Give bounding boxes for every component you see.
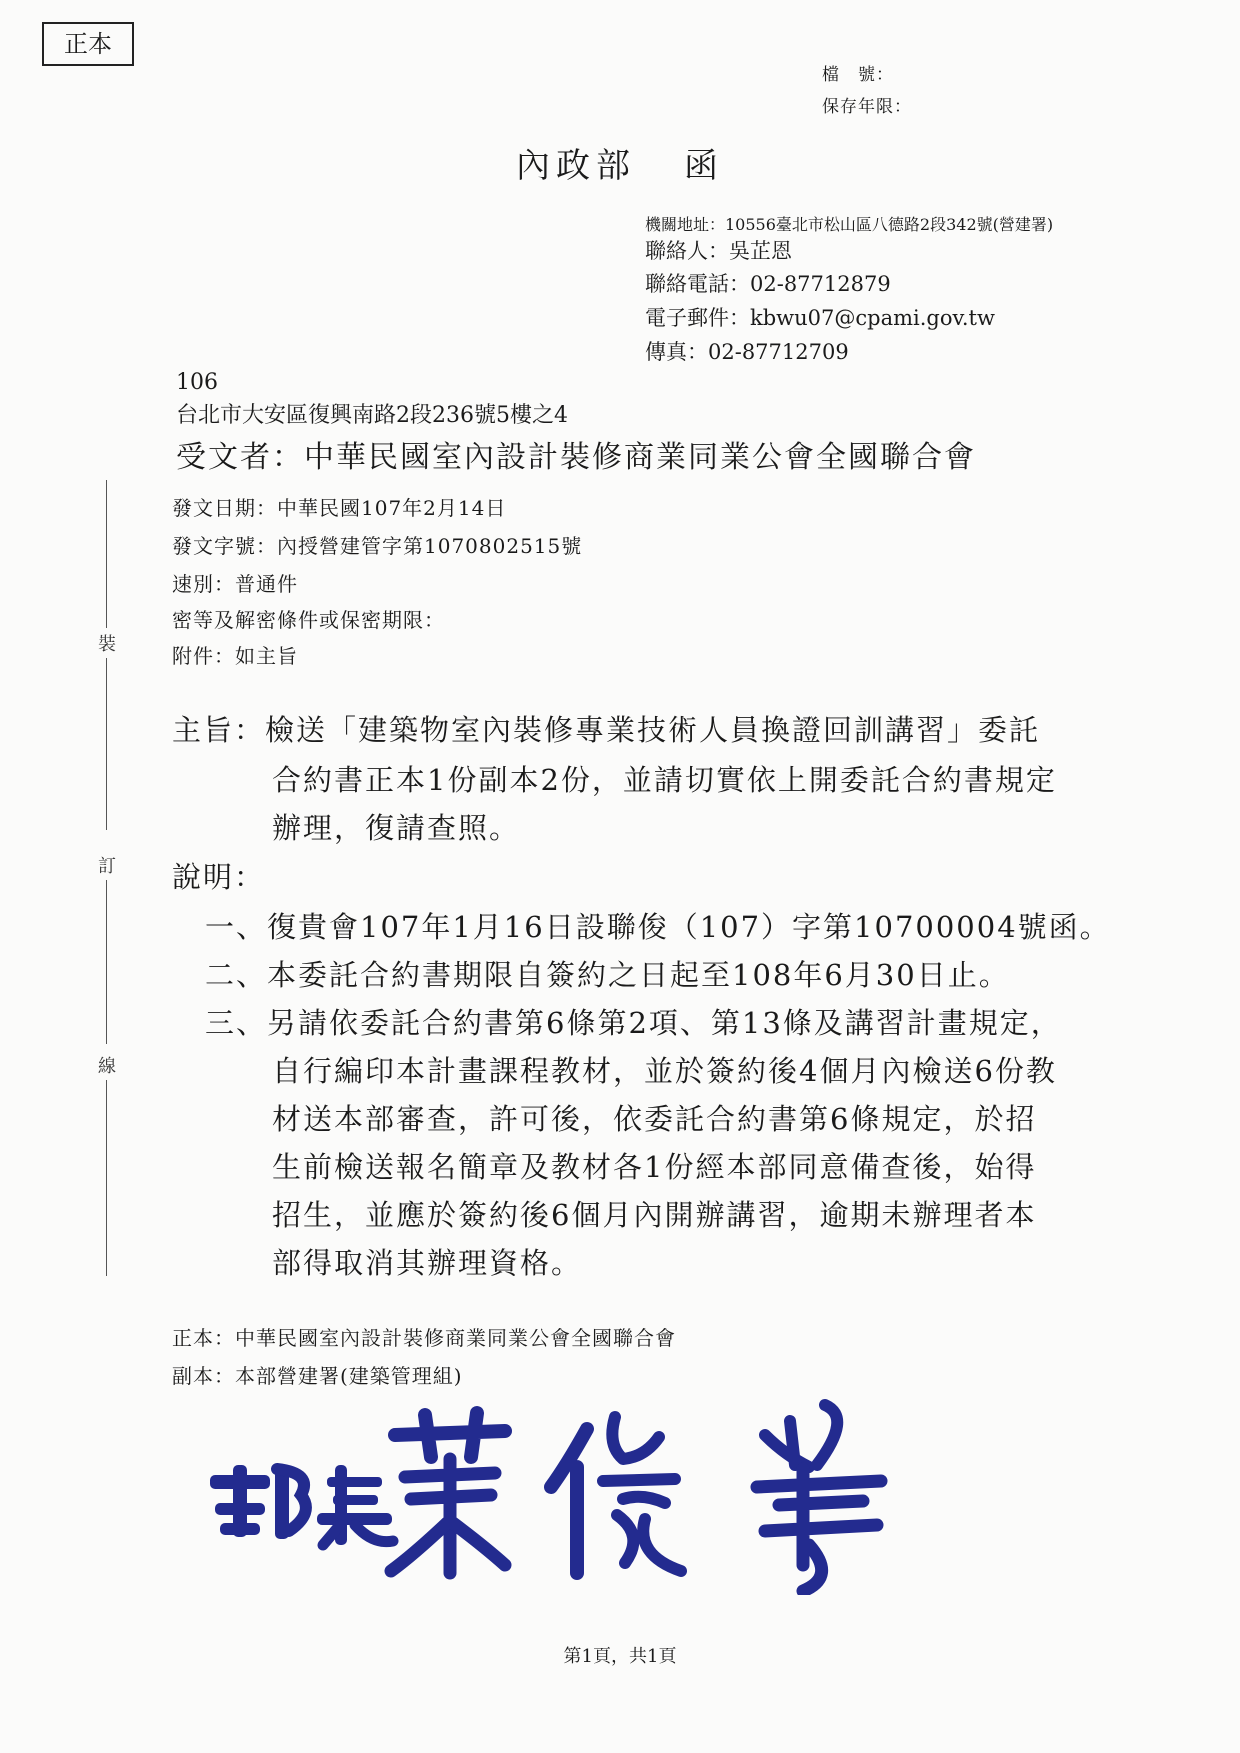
document-number: 發文字號：內授營建管字第1070802515號: [172, 534, 583, 558]
recipient-address: 台北市大安區復興南路2段236號5樓之4: [176, 403, 568, 428]
document-type: 函: [684, 146, 724, 186]
issue-date: 發文日期：中華民國107年2月14日: [172, 496, 507, 520]
signature-name-strokes: [391, 1405, 881, 1591]
original-copy-stamp: 正本: [42, 22, 134, 66]
binding-mark-xian: 線: [92, 1052, 122, 1078]
subject-line-3: 辦理，復請查照。: [272, 811, 521, 845]
minister-signature: [205, 1395, 925, 1595]
recipient-postal-code: 106: [176, 370, 218, 395]
delivery-speed: 速別：普通件: [172, 572, 298, 596]
explanation-item-1: 一、復貴會107年1月16日設聯俊（107）字第10700004號函。: [205, 910, 1111, 944]
retention-period-label: 保存年限：: [822, 97, 912, 117]
explanation-item-3-line: 招生，並應於簽約後6個月內開辦講習，逾期未辦理者本: [272, 1198, 1037, 1232]
contact-email: 電子郵件：kbwu07@cpami.gov.tw: [645, 306, 995, 330]
document-title: [0, 138, 1240, 187]
binding-mark-zhuang: 裝: [92, 630, 122, 656]
issuing-agency: 內政部: [516, 146, 636, 186]
original-recipient: 正本：中華民國室內設計裝修商業同業公會全國聯合會: [172, 1326, 676, 1350]
archive-number-label: 檔 號：: [822, 65, 894, 85]
agency-address: 機關地址：10556臺北市松山區八德路2段342號(營建署): [645, 215, 1054, 234]
copy-recipient: 副本：本部營建署(建築管理組): [172, 1364, 463, 1388]
attachment-note: 附件：如主旨: [172, 644, 298, 668]
subject-line-2: 合約書正本1份副本2份，並請切實依上開委託合約書規定: [272, 763, 1057, 797]
binding-mark-ding: 訂: [92, 852, 122, 878]
explanation-item-2: 二、本委託合約書期限自簽約之日起至108年6月30日止。: [205, 958, 1010, 992]
explanation-item-3-line: 生前檢送報名簡章及教材各1份經本部同意備查後，始得: [272, 1150, 1037, 1184]
contact-person: 聯絡人：吳芷恩: [645, 239, 792, 263]
subject-line-1: 主旨：檢送「建築物室內裝修專業技術人員換證回訓講習」委託: [172, 713, 1041, 747]
explanation-heading: 說明：: [172, 860, 266, 894]
explanation-item-3: 三、另請依委託合約書第6條第2項、第13條及講習計畫規定，: [205, 1006, 1062, 1040]
signature-title-strokes: [210, 1465, 393, 1545]
explanation-item-3-line: 自行編印本計畫課程教材，並於簽約後4個月內檢送6份教: [272, 1054, 1057, 1088]
recipient-line: 受文者：中華民國室內設計裝修商業同業公會全國聯合會: [176, 440, 976, 475]
contact-fax: 傳真：02-87712709: [645, 340, 849, 364]
explanation-item-3-line: 部得取消其辦理資格。: [272, 1246, 583, 1280]
page-number: 第1頁，共1頁: [563, 1646, 677, 1667]
explanation-item-3-line: 材送本部審查，許可後，依委託合約書第6條規定，於招: [272, 1102, 1037, 1136]
contact-phone: 聯絡電話：02-87712879: [645, 272, 891, 296]
secrecy-level: 密等及解密條件或保密期限：: [172, 608, 445, 632]
